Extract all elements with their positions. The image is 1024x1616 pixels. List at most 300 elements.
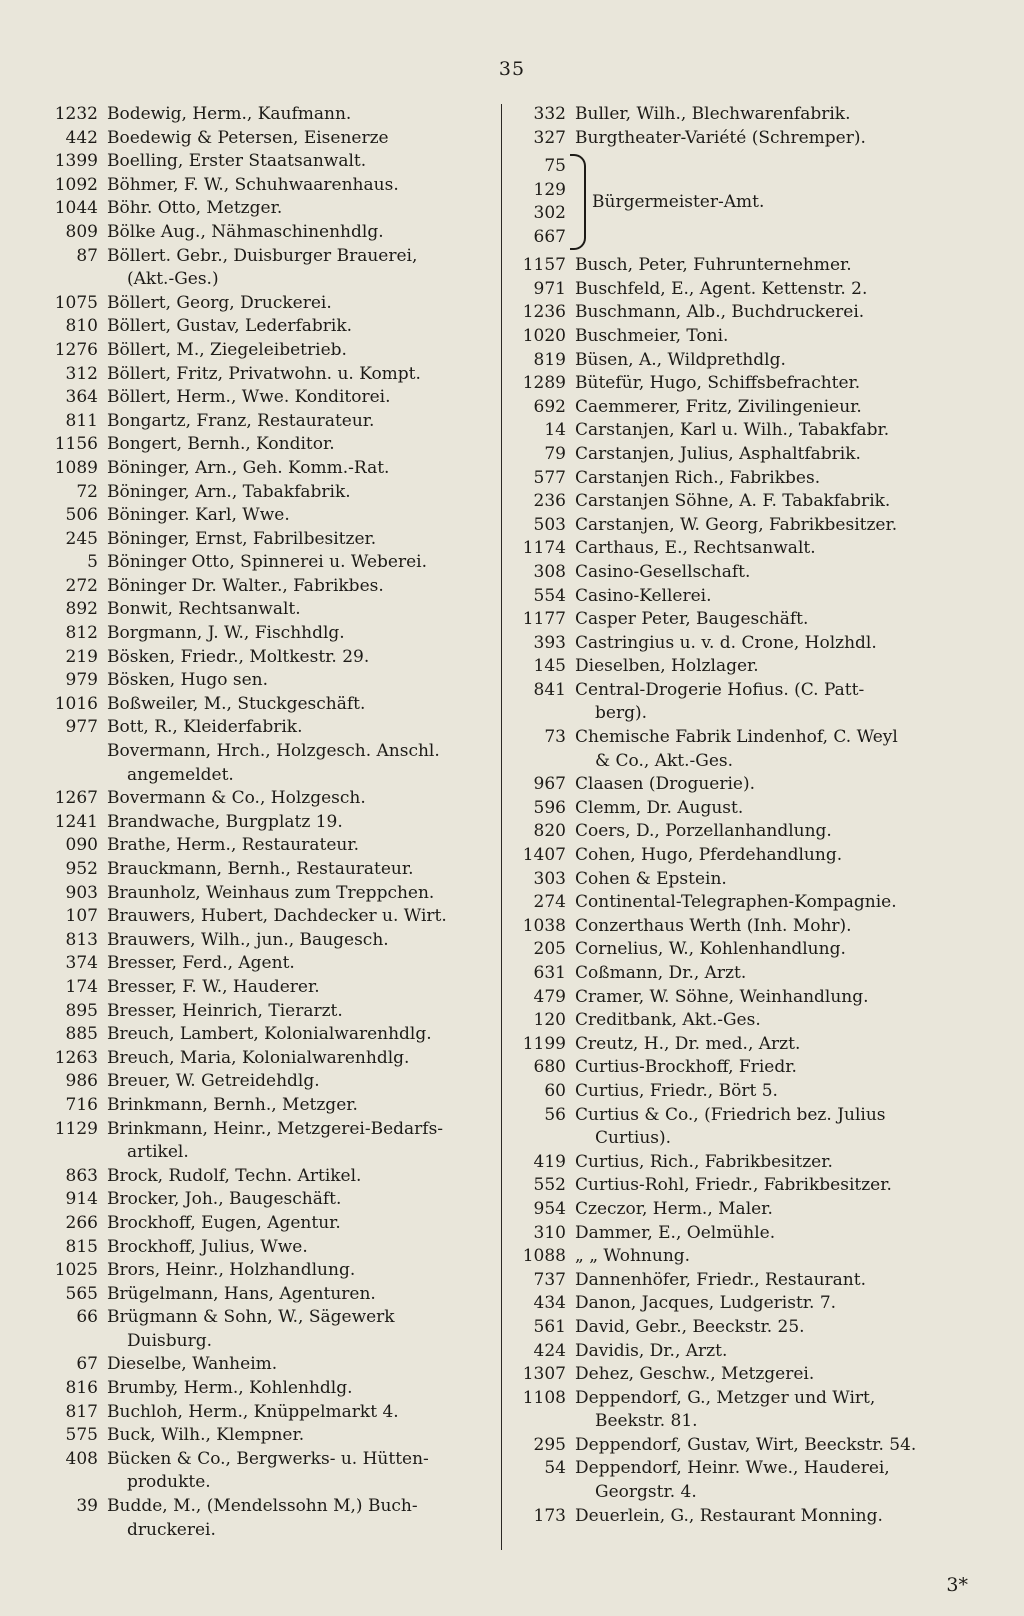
phone-number: 631 — [533, 963, 566, 983]
entry-text: Brinkmann, Bernh., Metzger. — [107, 1094, 358, 1115]
phone-number: 577 — [533, 467, 566, 488]
directory-entry — [510, 490, 980, 514]
entry-name — [107, 1000, 490, 1024]
entry-name — [575, 1009, 980, 1033]
phone-number: 408 — [65, 1448, 98, 1469]
entry-name — [575, 585, 980, 609]
entry-text: Brocker, Joh., Baugeschäft. — [107, 1189, 342, 1210]
directory-entry — [510, 1104, 980, 1151]
phone-number: 145 — [533, 656, 566, 677]
entry-name — [575, 1056, 980, 1080]
entry-name — [575, 938, 980, 962]
entry-name — [107, 481, 490, 505]
directory-entry — [40, 197, 490, 221]
directory-entry — [40, 1094, 490, 1118]
phone-number: 236 — [533, 491, 566, 512]
entry-text: Budde, M., (Mendelssohn M,) Buch- — [107, 1496, 418, 1517]
entry-name — [107, 1424, 490, 1448]
directory-entry — [510, 1457, 980, 1504]
directory-entry — [40, 858, 490, 882]
entry-text: Dammer, E., Oelmühle. — [575, 1222, 776, 1243]
phone-number: 680 — [533, 1057, 566, 1078]
phone-number: 73 — [544, 727, 566, 748]
entry-name — [575, 1080, 980, 1104]
phone-number: 174 — [65, 976, 98, 997]
entry-name — [575, 1174, 980, 1198]
phone-number: 129 — [533, 179, 566, 200]
entry-name — [107, 551, 490, 575]
entry-name — [575, 396, 980, 420]
entry-name — [107, 575, 490, 599]
entry-name — [107, 834, 490, 858]
directory-entry — [40, 1448, 490, 1495]
phone-number: 1267 — [54, 788, 98, 809]
phone-number: 219 — [65, 646, 98, 667]
entry-text: Brock, Rudolf, Techn. Artikel. — [107, 1165, 362, 1186]
entry-text: Brors, Heinr., Holzhandlung. — [107, 1260, 356, 1281]
phone-number: 813 — [65, 929, 98, 950]
entry-name — [107, 952, 490, 976]
entry-name — [575, 797, 980, 821]
entry-text: Dehez, Geschw., Metzgerei. — [575, 1364, 815, 1385]
directory-entry — [510, 1151, 980, 1175]
entry-name — [575, 1457, 980, 1504]
directory-entry — [40, 976, 490, 1000]
phone-number: 503 — [533, 514, 566, 535]
entry-text: Carthaus, E., Rechtsanwalt. — [575, 538, 816, 559]
phone-number: 1177 — [522, 609, 566, 630]
directory-entry — [40, 481, 490, 505]
directory-entry — [40, 905, 490, 929]
directory-entry — [510, 986, 980, 1010]
entry-continuation: artikel. — [127, 1142, 189, 1163]
entry-text: Boedewig & Petersen, Eisenerze — [107, 127, 389, 148]
directory-entry — [40, 1259, 490, 1283]
entry-name — [575, 278, 980, 302]
phone-number: 895 — [65, 1000, 98, 1021]
directory-entry — [40, 1401, 490, 1425]
entry-text: Coers, D., Porzellanhandlung. — [575, 821, 832, 842]
entry-text: Braunholz, Weinhaus zum Treppchen. — [107, 882, 435, 903]
entry-text: Castringius u. v. d. Crone, Holzhdl. — [575, 632, 877, 653]
entry-text: Claasen (Droguerie). — [575, 774, 756, 795]
entry-text: Coßmann, Dr., Arzt. — [575, 963, 747, 983]
phone-number: 811 — [65, 410, 98, 431]
entry-name — [575, 986, 980, 1010]
phone-number: 442 — [65, 127, 98, 148]
directory-entry — [40, 598, 490, 622]
entry-name — [575, 1269, 980, 1293]
phone-number: 952 — [65, 859, 98, 879]
entry-name — [575, 1434, 980, 1458]
entry-text: Dieselbe, Wanheim. — [107, 1354, 278, 1375]
directory-entry — [40, 575, 490, 599]
phone-number: 327 — [533, 127, 566, 148]
entry-text: Caemmerer, Fritz, Zivilingenieur. — [575, 396, 862, 417]
entry-name — [107, 504, 490, 528]
entry-text: Curtius-Brockhoff, Friedr. — [575, 1057, 797, 1078]
entry-text: Böninger Dr. Walter., Fabrikbes. — [107, 575, 384, 596]
directory-entry — [40, 315, 490, 339]
directory-entry — [40, 528, 490, 552]
entry-name — [107, 433, 490, 457]
entry-name — [107, 905, 490, 929]
directory-entry — [40, 1353, 490, 1377]
entry-name — [107, 622, 490, 646]
entry-name — [575, 372, 980, 396]
directory-entry — [40, 882, 490, 906]
directory-entry — [40, 221, 490, 245]
phone-number: 364 — [65, 387, 98, 408]
phone-number: 1174 — [522, 538, 566, 559]
entry-text: Carstanjen Söhne, A. F. Tabakfabrik. — [575, 491, 891, 512]
entry-text: Casino-Gesellschaft. — [575, 561, 751, 582]
directory-entry — [40, 1047, 490, 1071]
entry-name — [107, 1070, 490, 1094]
phone-number: 090 — [65, 835, 98, 856]
phone-number: 1016 — [54, 693, 98, 714]
curly-brace — [570, 154, 586, 250]
entry-name — [575, 443, 980, 467]
entry-name — [107, 811, 490, 835]
directory-entry — [40, 929, 490, 953]
entry-continuation: (Akt.-Ges.) — [127, 269, 219, 290]
entry-name — [107, 1165, 490, 1189]
entry-text: Bütefür, Hugo, Schiffsbefrachter. — [575, 373, 861, 394]
entry-name — [575, 915, 980, 939]
entry-name — [575, 561, 980, 585]
entry-name — [107, 1023, 490, 1047]
entry-text: Bresser, Heinrich, Tierarzt. — [107, 1000, 343, 1021]
phone-number: 1025 — [54, 1260, 98, 1281]
entry-text: Brauwers, Hubert, Dachdecker u. Wirt. — [107, 906, 447, 927]
phone-number: 716 — [65, 1094, 98, 1115]
phone-number: 1038 — [522, 915, 566, 936]
entry-text: Creditbank, Akt.-Ges. — [575, 1010, 761, 1031]
entry-text: Bovermann & Co., Holzgesch. — [107, 788, 366, 809]
entry-text: Böninger, Arn., Tabakfabrik. — [107, 481, 351, 502]
phone-number: 1199 — [522, 1033, 566, 1054]
entry-name — [107, 1353, 490, 1377]
directory-entry — [40, 504, 490, 528]
entry-name — [107, 787, 490, 811]
directory-entry — [510, 1340, 980, 1364]
entry-continuation: Duisburg. — [127, 1330, 212, 1351]
directory-entry — [510, 1056, 980, 1080]
entry-name — [575, 844, 980, 868]
phone-number: 308 — [533, 561, 566, 582]
entry-text: Carstanjen, Karl u. Wilh., Tabakfabr. — [575, 420, 890, 441]
entry-name — [107, 929, 490, 953]
entry-text: Carstanjen, Julius, Asphaltfabrik. — [575, 443, 861, 464]
entry-text: Büsen, A., Wildprethdlg. — [575, 349, 786, 370]
directory-entry — [510, 1222, 980, 1246]
phone-number: 903 — [65, 882, 98, 903]
signature-mark: 3* — [946, 1574, 968, 1596]
directory-entry — [510, 1434, 980, 1458]
directory-entry — [40, 1188, 490, 1212]
entry-name — [107, 1495, 490, 1542]
phone-number: 819 — [533, 349, 566, 370]
entry-text: Casper Peter, Baugeschäft. — [575, 609, 809, 630]
directory-entry — [510, 127, 980, 151]
entry-name — [575, 1316, 980, 1340]
entry-text: Brügmann & Sohn, W., Sägewerk — [107, 1307, 395, 1328]
entry-text: Breuch, Lambert, Kolonialwarenhdlg. — [107, 1024, 432, 1045]
phone-number: 5 — [87, 552, 98, 573]
phone-number: 303 — [533, 868, 566, 889]
entry-name — [107, 858, 490, 882]
entry-name — [575, 419, 980, 443]
entry-text: Davidis, Dr., Arzt. — [575, 1340, 728, 1361]
entry-text: Curtius, Friedr., Bört 5. — [575, 1080, 778, 1101]
directory-entry — [510, 1505, 980, 1529]
phone-number: 66 — [76, 1307, 98, 1328]
phone-number: 841 — [533, 679, 566, 700]
entry-name — [575, 490, 980, 514]
directory-entry — [510, 1009, 980, 1033]
phone-number: 554 — [533, 585, 566, 606]
entry-name — [575, 1104, 980, 1151]
entry-name — [107, 740, 490, 787]
phone-number: 310 — [533, 1222, 566, 1243]
phone-number: 810 — [65, 316, 98, 337]
directory-entry — [40, 1165, 490, 1189]
entry-name — [107, 693, 490, 717]
entry-text: Bücken & Co., Bergwerks- u. Hütten- — [107, 1448, 429, 1469]
entry-name — [575, 608, 980, 632]
phone-number: 434 — [533, 1293, 566, 1314]
phone-number: 863 — [65, 1165, 98, 1186]
entry-text: Cornelius, W., Kohlenhandlung. — [575, 939, 846, 960]
directory-entry — [510, 1245, 980, 1269]
entry-text: Brockhoff, Julius, Wwe. — [107, 1236, 308, 1257]
directory-entry — [40, 716, 490, 740]
directory-entry — [510, 396, 980, 420]
phone-number: 312 — [65, 363, 98, 384]
directory-entry — [510, 325, 980, 349]
phone-number: 274 — [533, 892, 566, 913]
phone-number: 692 — [533, 396, 566, 417]
phone-number: 72 — [76, 481, 98, 502]
entry-text: Buller, Wilh., Blechwarenfabrik. — [575, 104, 851, 124]
entry-text: Bresser, F. W., Hauderer. — [107, 976, 320, 997]
entry-name — [575, 820, 980, 844]
phone-number: 1236 — [522, 302, 566, 323]
entry-name — [575, 301, 980, 325]
entry-continuation: Curtius). — [595, 1128, 672, 1149]
directory-entry — [510, 820, 980, 844]
entry-text: Brathe, Herm., Restaurateur. — [107, 835, 360, 856]
entry-text: Casino-Kellerei. — [575, 585, 712, 606]
entry-text: Deppendorf, Heinr. Wwe., Hauderei, — [575, 1458, 890, 1479]
entry-text: Böllert. Gebr., Duisburger Brauerei, — [107, 245, 418, 266]
entry-text: Dannenhöfer, Friedr., Restaurant. — [575, 1269, 866, 1290]
entry-text: Brinkmann, Heinr., Metzgerei-Bedarfs- — [107, 1118, 444, 1139]
phone-number: 737 — [533, 1269, 566, 1290]
phone-number: 1075 — [54, 292, 98, 313]
directory-entry — [510, 585, 980, 609]
entry-name — [107, 1236, 490, 1260]
phone-number: 565 — [65, 1283, 98, 1304]
entry-name — [107, 1188, 490, 1212]
entry-text: Cramer, W. Söhne, Weinhandlung. — [575, 986, 869, 1007]
entry-name — [107, 127, 490, 151]
phone-number — [40, 740, 107, 787]
phone-number: 60 — [544, 1080, 566, 1101]
entry-name — [575, 1387, 980, 1434]
directory-entry — [510, 608, 980, 632]
entry-name — [575, 1151, 980, 1175]
directory-entry — [510, 1316, 980, 1340]
entry-name — [107, 1377, 490, 1401]
directory-entry — [40, 363, 490, 387]
directory-entry — [510, 891, 980, 915]
directory-entry — [510, 1363, 980, 1387]
phone-number: 1263 — [54, 1047, 98, 1068]
entry-text: Bongartz, Franz, Restaurateur. — [107, 410, 375, 431]
phone-number: 266 — [65, 1212, 98, 1233]
entry-name — [107, 457, 490, 481]
entry-text: Buschmann, Alb., Buchdruckerei. — [575, 302, 865, 323]
entry-text: Deppendorf, G., Metzger und Wirt, — [575, 1387, 876, 1408]
directory-entry — [40, 386, 490, 410]
entry-text: Buck, Wilh., Klempner. — [107, 1425, 305, 1446]
entry-name — [107, 386, 490, 410]
phone-number: 971 — [533, 278, 566, 299]
directory-entry — [510, 1292, 980, 1316]
entry-text: Carstanjen Rich., Fabrikbes. — [575, 467, 821, 488]
directory-entry — [510, 1033, 980, 1057]
entry-name — [575, 1363, 980, 1387]
directory-entry — [510, 915, 980, 939]
entry-text: Brumby, Herm., Kohlenhdlg. — [107, 1378, 353, 1399]
entry-name — [107, 245, 490, 292]
phone-number: 1399 — [54, 151, 98, 172]
entry-name — [107, 221, 490, 245]
entry-name — [107, 1401, 490, 1425]
entry-name — [575, 1505, 980, 1529]
entry-text: Böninger, Ernst, Fabrilbesitzer. — [107, 528, 377, 549]
phone-number: 1232 — [54, 104, 98, 124]
phone-number: 1276 — [54, 339, 98, 360]
entry-name — [107, 528, 490, 552]
phone-number: 1044 — [54, 198, 98, 219]
entry-name — [107, 1212, 490, 1236]
phone-number: 820 — [533, 821, 566, 842]
entry-name — [107, 197, 490, 221]
entry-name — [107, 292, 490, 316]
entry-text: Brockhoff, Eugen, Agentur. — [107, 1212, 341, 1233]
phone-number: 419 — [533, 1151, 566, 1172]
entry-name — [575, 254, 980, 278]
entry-continuation: Beekstr. 81. — [595, 1411, 698, 1432]
phone-number: 809 — [65, 221, 98, 242]
entry-name — [107, 1448, 490, 1495]
directory-entry — [40, 1070, 490, 1094]
entry-text: Böllert, Georg, Druckerei. — [107, 292, 332, 313]
entry-name — [575, 726, 980, 773]
phone-number: 977 — [65, 717, 98, 738]
entry-name — [575, 1033, 980, 1057]
entry-text: David, Gebr., Beeckstr. 25. — [575, 1316, 805, 1337]
phone-number: 54 — [544, 1458, 566, 1479]
directory-entry — [510, 349, 980, 373]
entry-name — [107, 410, 490, 434]
directory-entry — [510, 1080, 980, 1104]
entry-name — [575, 537, 980, 561]
entry-continuation: berg). — [595, 703, 647, 724]
phone-number: 1020 — [522, 325, 566, 346]
entry-name — [107, 976, 490, 1000]
entry-text: Bösken, Hugo sen. — [107, 670, 269, 691]
entry-text: Cohen & Epstein. — [575, 868, 727, 889]
entry-text: Deppendorf, Gustav, Wirt, Beeckstr. 54. — [575, 1434, 917, 1455]
entry-text: Boelling, Erster Staatsanwalt. — [107, 151, 367, 172]
phone-number: 1089 — [54, 457, 98, 478]
entry-text: Bovermann, Hrch., Holzgesch. Anschl. — [107, 741, 440, 762]
column-divider — [501, 104, 502, 1550]
directory-entry — [510, 1387, 980, 1434]
directory-entry — [510, 537, 980, 561]
directory-entry — [40, 1236, 490, 1260]
phone-number: 816 — [65, 1378, 98, 1399]
entry-text: Bongert, Bernh., Konditor. — [107, 434, 335, 455]
phone-number: 812 — [65, 623, 98, 644]
right-column — [510, 103, 980, 1528]
directory-entry — [40, 410, 490, 434]
directory-entry — [510, 726, 980, 773]
phone-number: 1092 — [54, 174, 98, 195]
entry-text: Buchloh, Herm., Knüppelmarkt 4. — [107, 1401, 399, 1422]
directory-entry — [40, 693, 490, 717]
phone-number: 245 — [65, 528, 98, 549]
entry-name — [107, 1306, 490, 1353]
entry-text: Bodewig, Herm., Kaufmann. — [107, 104, 352, 124]
entry-name — [575, 891, 980, 915]
phone-number: 561 — [533, 1316, 566, 1337]
directory-entry — [40, 1212, 490, 1236]
entry-name — [107, 339, 490, 363]
phone-number: 424 — [533, 1340, 566, 1361]
entry-text: Böllert, Fritz, Privatwohn. u. Kompt. — [107, 363, 421, 384]
entry-text: Bösken, Friedr., Moltkestr. 29. — [107, 646, 370, 667]
entry-text: Deuerlein, G., Restaurant Monning. — [575, 1505, 883, 1526]
entry-text: Curtius, Rich., Fabrikbesitzer. — [575, 1151, 833, 1172]
entry-name — [575, 679, 980, 726]
phone-number: 332 — [533, 104, 566, 124]
phone-number: 596 — [533, 797, 566, 818]
phone-number: 1157 — [522, 255, 566, 276]
entry-name — [107, 103, 490, 127]
phone-number: 295 — [533, 1434, 566, 1455]
directory-entry — [510, 514, 980, 538]
phone-number: 506 — [65, 505, 98, 526]
entry-text: Böllert, Gustav, Lederfabrik. — [107, 316, 353, 337]
entry-name — [575, 632, 980, 656]
entry-name — [107, 315, 490, 339]
directory-entry — [40, 787, 490, 811]
directory-entry — [40, 150, 490, 174]
entry-text: Creutz, H., Dr. med., Arzt. — [575, 1033, 801, 1054]
entry-name — [107, 150, 490, 174]
directory-entry — [510, 301, 980, 325]
entry-text: Borgmann, J. W., Fischhdlg. — [107, 623, 345, 644]
directory-entry — [40, 1424, 490, 1448]
directory-entry — [40, 433, 490, 457]
directory-entry — [510, 679, 980, 726]
entry-text: Breuch, Maria, Kolonialwarenhdlg. — [107, 1047, 410, 1068]
